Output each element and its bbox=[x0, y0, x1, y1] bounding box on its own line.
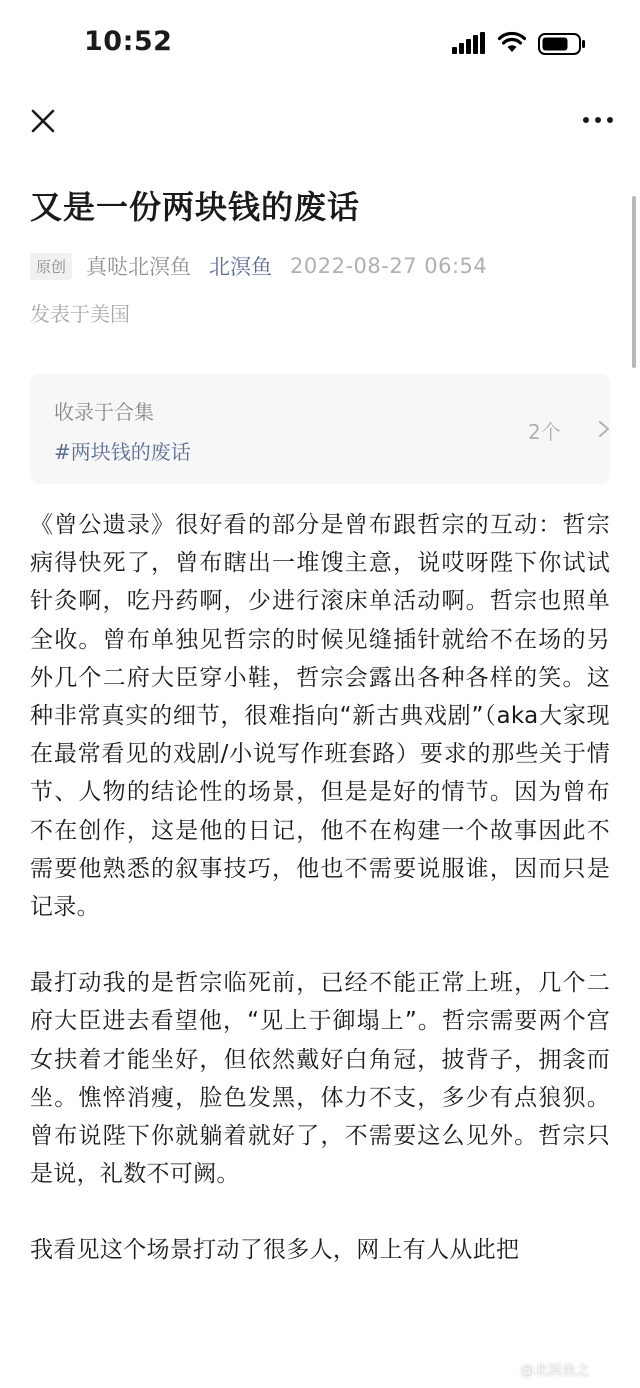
publish-location: 发表于美国 bbox=[30, 302, 130, 326]
account-link[interactable]: 北溟鱼 bbox=[209, 255, 273, 279]
status-bar bbox=[0, 0, 640, 88]
watermark: @北溟鱼之 bbox=[520, 1363, 590, 1379]
signal-icon bbox=[452, 32, 488, 54]
collection-label: 收录于合集 bbox=[54, 400, 154, 424]
chevron-right-icon bbox=[598, 420, 610, 438]
scroll-indicator[interactable] bbox=[632, 196, 636, 368]
author-name: 真哒北溟鱼 bbox=[86, 255, 192, 279]
article-meta bbox=[30, 250, 487, 282]
collection-tag[interactable]: #两块钱的废话 bbox=[54, 440, 191, 464]
close-icon[interactable] bbox=[26, 104, 60, 138]
article-body bbox=[30, 506, 610, 1308]
paragraph: 最打动我的是哲宗临死前，已经不能正常上班，几个二府大臣进去看望他，“见上于御塌上”。哲宗需要两个宫女扶着才能坐好，但依然戴好白角冠，披背子，拥衾而坐。憔悴消瘦，脸色发黑，体力不支，多少有点狼狈。曾布说陛下你就躺着就好了，不需要这么见外。哲宗只是说，礼数不可阙。 bbox=[30, 970, 610, 1188]
article-title: 又是一份两块钱的废话 bbox=[30, 188, 361, 226]
paragraph: 《曾公遗录》很好看的部分是曾布跟哲宗的互动：哲宗病得快死了，曾布瞎出一堆馊主意，说哎呀陛下你试试针灸啊，吃丹药啊，少进行滚床单活动啊。哲宗也照单全收。曾布单独见哲宗的时候见缝插针就给不在场的另外几个二府大臣穿小鞋，哲宗会露出各种各样的笑。这种非常真实的细节，很难指向“新古典戏剧”（aka大家现在最常看见的戏剧/小说写作班套路）要求的那些关于情节、人物的结论性的场景，但是是好的情节。因为曾布不在创作，这是他的日记，他不在构建一个故事因此不需要他熟悉的叙事技巧，他也不需要说服谁，因而只是记录。 bbox=[30, 512, 610, 921]
more-options-icon[interactable] bbox=[580, 108, 616, 132]
nav-bar bbox=[0, 96, 640, 148]
collection-card[interactable] bbox=[30, 374, 610, 484]
paragraph: 我看见这个场景打动了很多人，网上有人从此把 bbox=[30, 1237, 520, 1264]
wifi-icon bbox=[498, 31, 526, 53]
battery-icon bbox=[538, 33, 586, 55]
original-badge: 原创 bbox=[30, 253, 72, 280]
publish-time: 2022-08-27 06:54 bbox=[290, 254, 488, 278]
status-time: 10:52 bbox=[84, 26, 173, 57]
collection-count: 2个 bbox=[528, 420, 561, 444]
